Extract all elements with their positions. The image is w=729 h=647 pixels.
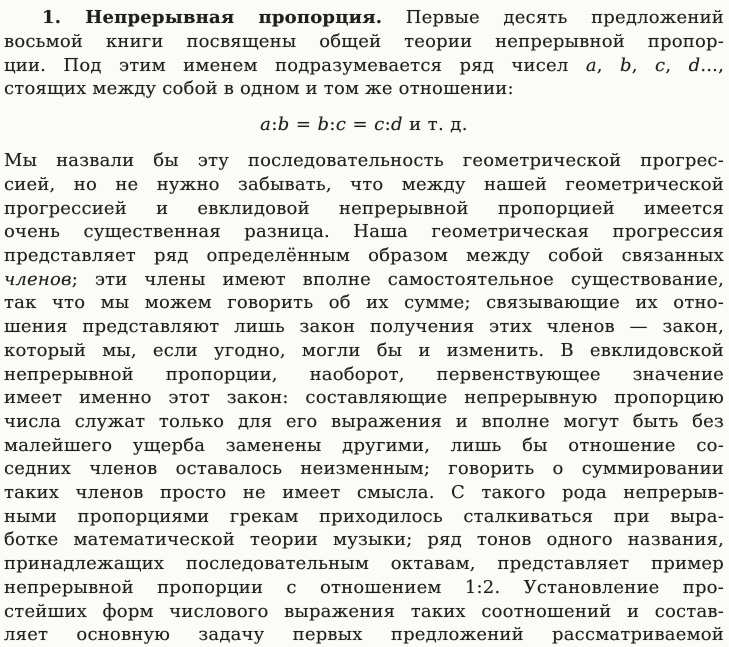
text-run: ляет основную задачу первых предложений рассматриваемой: [4, 624, 724, 646]
text-run: ,: [631, 54, 656, 76]
text-line: [4, 244, 724, 268]
italic-text: d: [391, 114, 403, 136]
text-run: стоящих между собой в одном и том же отношении:: [4, 78, 514, 100]
text-line: [4, 149, 724, 173]
text-run: Первые десять предложений: [382, 7, 724, 28]
text-run: седних членов оставалось неизменным; говорить о суммировании: [4, 458, 724, 480]
text-run: непрерывной пропорции, наоборот, первенствующее значение: [4, 363, 724, 385]
text-run: Мы назвали бы эту последовательность геометрической прогрес-: [4, 150, 724, 172]
paragraph-intro: [4, 6, 724, 101]
formula-line: [4, 113, 724, 137]
text-line: [4, 113, 724, 137]
text-line: [4, 220, 724, 244]
italic-text: b: [317, 114, 330, 136]
text-run: ; эти члены имеют вполне самостоятельное существование,: [71, 268, 724, 290]
text-run: очень существенная разница. Наша геометрическая прогрессия: [4, 221, 724, 243]
text-run: =: [346, 114, 375, 136]
text-line: [4, 315, 724, 339]
text-run: ...,: [700, 54, 724, 76]
text-line: [4, 30, 724, 54]
text-line: [4, 6, 724, 30]
text-run: сией, но не нужно забывать, что между нашей геометрической: [4, 173, 724, 195]
text-run: :: [271, 114, 278, 136]
text-run: и т. д.: [402, 114, 468, 136]
italic-text: b: [277, 114, 290, 136]
text-line: [4, 268, 724, 292]
text-run: прогрессией и евклидовой непрерывной пропорцией имеется: [4, 197, 724, 219]
italic-text: c: [374, 114, 385, 136]
text-run: шения представляют лишь закон получения этих членов — закон,: [4, 316, 724, 338]
text-run: восьмой книги посвящены общей теории непрерывной пропор-: [4, 30, 724, 52]
text-run: который мы, если угодно, могли бы и изменить. В евклидовской: [4, 339, 724, 361]
text-line: [4, 576, 724, 600]
text-run: :: [329, 114, 336, 136]
text-run: так что мы можем говорить об их сумме; связывающие их отно-: [4, 292, 724, 314]
text-line: [4, 528, 724, 552]
text-run: :: [384, 114, 392, 136]
italic-text: a: [260, 114, 272, 136]
text-run: таких членов просто не имеет смысла. С такого рода непрерыв-: [4, 482, 724, 504]
text-line: [4, 505, 724, 529]
text-line: [4, 339, 724, 363]
text-run: ,: [596, 54, 621, 76]
text-run: принадлежащих последовательным октавам, представляет пример: [4, 553, 724, 575]
text-line: [4, 623, 724, 647]
italic-text: c: [655, 54, 666, 76]
text-run: представляет ряд определённым образом между собой связанных: [4, 245, 724, 266]
text-line: [4, 386, 724, 410]
italic-text: d: [688, 54, 701, 76]
text-line: [4, 291, 724, 315]
text-line: [4, 197, 724, 221]
text-run: числа служат только для его выражения и вполне могут быть без: [4, 410, 724, 432]
text-line: [4, 410, 724, 434]
text-run: ции. Под этим именем подразумевается ряд чисел: [4, 54, 586, 76]
section-heading: 1. Непрерывная пропорция.: [42, 7, 383, 28]
text-run: =: [289, 114, 318, 136]
text-run: непрерывной пропорции с отношением 1:2. Установление про-: [4, 576, 724, 598]
text-line: [4, 434, 724, 458]
italic-text: b: [620, 54, 632, 76]
paragraph-body: [4, 149, 724, 647]
text-run: имеет именно этот закон: составляющие непрерывную пропорцию: [4, 387, 724, 409]
italic-text: a: [585, 54, 597, 76]
text-run: ными пропорциями грекам приходилось сталкиваться при выра-: [4, 505, 724, 527]
text-line: [4, 457, 724, 481]
text-run: малейшего ущерба заменены другими, лишь бы отношение со-: [4, 434, 724, 456]
text-line: [4, 77, 724, 101]
text-run: стейших форм числового выражения таких соотношений и состав-: [4, 600, 724, 622]
italic-text: c: [335, 114, 347, 136]
text-line: [4, 481, 724, 505]
italic-text: членов: [4, 268, 72, 290]
text-run: ботке математической теории музыки; ряд тонов одного названия,: [4, 529, 724, 551]
text-run: ,: [665, 54, 689, 76]
text-line: [4, 173, 724, 197]
text-line: [4, 363, 724, 387]
text-line: [4, 552, 724, 576]
text-line: [4, 54, 724, 78]
text-line: [4, 600, 724, 624]
